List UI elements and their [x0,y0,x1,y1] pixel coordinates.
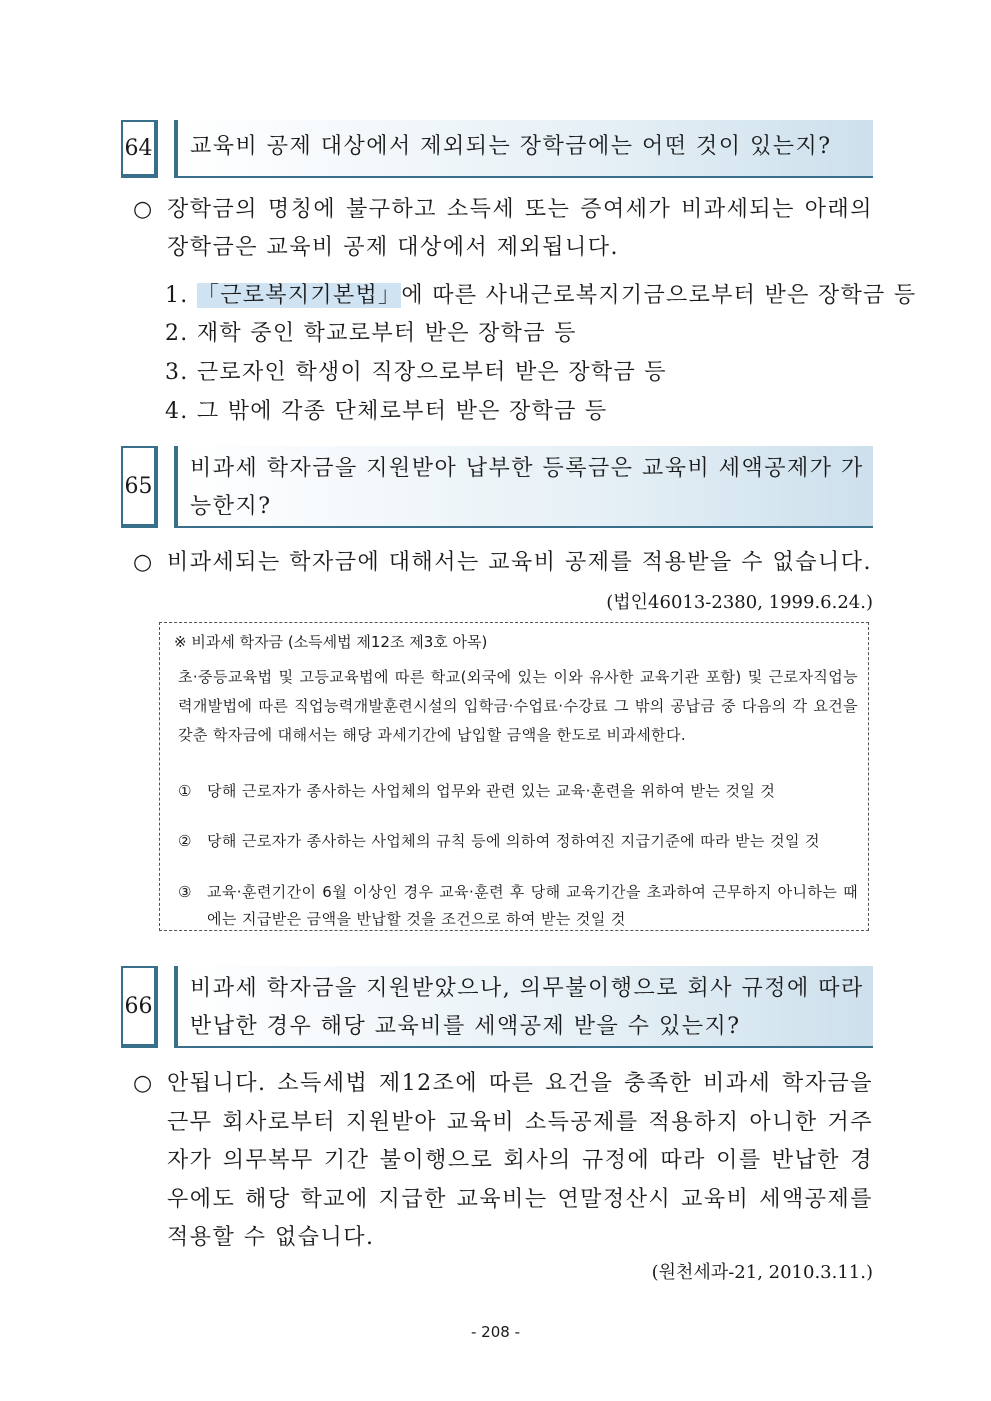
note-item [178,778,858,805]
answer-text: 비과세되는 학자금에 대해서는 교육비 공제를 적용받을 수 없습니다. [167,550,873,575]
list-item: 3. 근로자인 학생이 직장으로부터 받은 장학금 등 [165,360,667,385]
answer-paragraph [133,1065,873,1258]
list-item-number: 1. [165,283,189,308]
question-number: 66 [121,966,158,1048]
question-header-64 [121,120,873,178]
circled-number: ② [178,832,192,850]
question-text [174,446,873,528]
question-label: 교육비 공제 대상에서 제외되는 장학금에는 어떤 것이 있는지? [190,134,832,159]
bullet-circle-icon: ○ [133,197,154,222]
bullet-circle-icon: ○ [133,1071,154,1096]
question-label: 비과세 학자금을 지원받아 납부한 등록금은 교육비 세액공제가 가능한지? [190,456,864,519]
question-text [174,120,873,178]
note-item [178,879,858,933]
list-item: 2. 재학 중인 학교로부터 받은 장학금 등 [165,321,577,346]
list-item: 4. 그 밖에 각종 단체로부터 받은 장학금 등 [165,399,608,424]
ruling-reference: (법인46013-2380, 1999.6.24.) [606,592,873,613]
bullet-circle-icon: ○ [133,550,154,575]
answer-paragraph [133,191,873,267]
law-reference: 「근로복지기본법」 [196,283,402,308]
answer-text: 장학금의 명칭에 불구하고 소득세 또는 증여세가 비과세되는 아래의 장학금은 교육비 공제 대상에서 제외됩니다. [167,197,873,260]
note-item-text: 당해 근로자가 종사하는 사업체의 규칙 등에 의하여 정하여진 지급기준에 따라 받는 것일 것 [207,832,820,850]
answer-paragraph [133,544,873,582]
circled-number: ① [178,782,192,800]
question-label: 비과세 학자금을 지원받았으나, 의무불이행으로 회사 규정에 따라 반납한 경우 해당 교육비를 세액공제 받을 수 있는지? [190,976,864,1039]
list-item [165,278,916,309]
note-item-text: 교육·훈련기간이 6월 이상인 경우 교육·훈련 후 당해 교육기간을 초과하여 근무하지 아니하는 때에는 지급받은 금액을 반납할 것을 조건으로 하여 받는 것일 것 [207,883,858,928]
ruling-reference: (원천세과-21, 2010.3.11.) [651,1262,873,1283]
note-paragraph: 초·중등교육법 및 고등교육법에 따른 학교(외국에 있는 이와 유사한 교육기관 포함) 및 근로자직업능력개발법에 따른 직업능력개발훈련시설의 입학금·수업료·수강료 그 밖의 공납금 중 다음의 각 요건을 갖춘 학자금에 대해서는 해당 과세기간에 납입할 금액을 한도로 비과세한다. [178,668,858,744]
circled-number: ③ [178,883,192,901]
question-header-65 [121,446,873,528]
note-item [178,828,858,855]
question-number: 65 [121,446,158,528]
answer-text: 안됩니다. 소득세법 제12조에 따른 요건을 충족한 비과세 학자금을 근무 회사로부터 지원받아 교육비 소득공제를 적용하지 아니한 거주자가 의무복무 기간 불이행으로 회사의 규정에 따라 이를 반납한 경우에도 해당 학교에 지급한 교육비는 연말정산시 교육비 세액공제를 적용할 수 없습니다. [167,1071,873,1250]
note-item-text: 당해 근로자가 종사하는 사업체의 업무와 관련 있는 교육·훈련을 위하여 받는 것일 것 [207,782,776,800]
note-box [159,622,869,931]
question-text [174,966,873,1048]
note-title: ※ 비과세 학자금 (소득세법 제12조 제3호 아목) [174,633,488,651]
page-number: - 208 - [471,1323,520,1341]
list-item-text: 에 따른 사내근로복지기금으로부터 받은 장학금 등 [401,283,917,308]
question-number: 64 [121,120,158,178]
question-header-66 [121,966,873,1048]
